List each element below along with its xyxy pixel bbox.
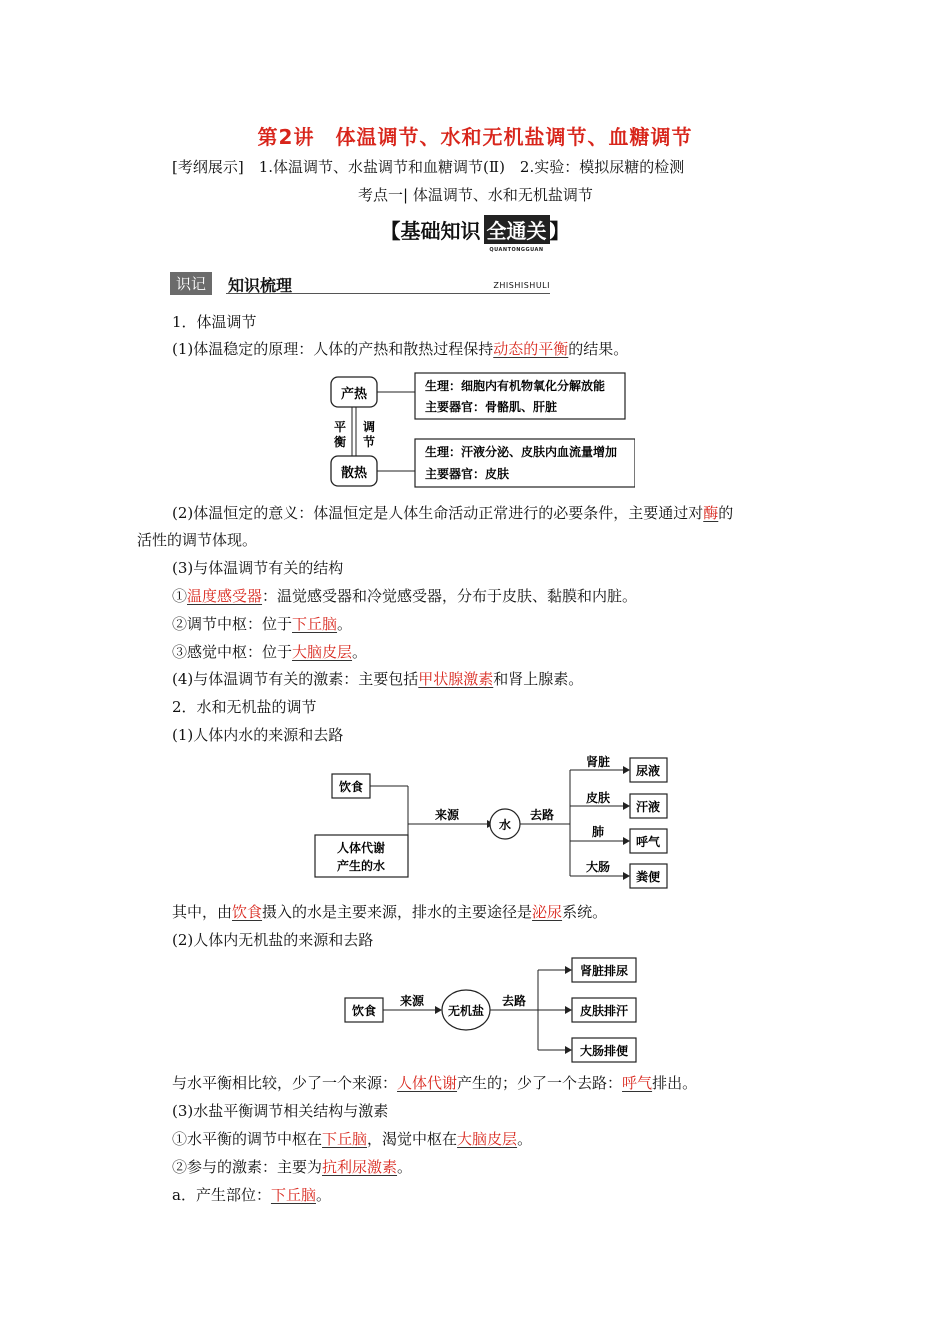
output-label: 呼气 — [635, 835, 661, 849]
text: (2)体温恒定的意义：体温恒定是人体生命活动正常进行的必要条件，主要通过对 — [172, 504, 704, 522]
para-1-3: (3)与体温调节有关的结构 — [172, 559, 344, 577]
label-balance-2: 衡 — [333, 435, 347, 449]
syllabus-line: [考纲展示] 1.体温调节、水盐调节和血糖调节(Ⅱ) 2.实验：模拟尿糖的检测 — [172, 158, 685, 176]
organ-label: 大肠 — [585, 860, 611, 874]
answer-blank: 呼气 — [622, 1074, 653, 1092]
heading-1: 1．体温调节 — [172, 313, 257, 331]
text: ①水平衡的调节中枢在 — [172, 1130, 323, 1148]
label-route: 去路 — [529, 808, 555, 822]
produce-line-2: 主要器官：骨骼肌、肝脏 — [425, 400, 558, 414]
banner-jichu — [0, 215, 950, 253]
para-1-2-cont: 活性的调节体现。 — [137, 531, 258, 549]
label-route: 去路 — [501, 994, 527, 1008]
para-1-3b — [172, 614, 352, 634]
section-label: 识记 — [170, 272, 212, 295]
answer-blank: 饮食 — [232, 903, 263, 921]
text: 的结果。 — [568, 340, 629, 358]
diagram-salt — [340, 956, 640, 1066]
label-regulate-1: 调 — [362, 420, 376, 434]
text: ②参与的激素：主要为 — [172, 1158, 323, 1176]
answer-blank: 下丘脑 — [292, 615, 338, 633]
heading-2: 2．水和无机盐的调节 — [172, 698, 317, 716]
section-name: 知识梳理 — [228, 276, 293, 295]
text: (4)与体温调节有关的激素：主要包括 — [172, 670, 419, 688]
label-heat-produce: 产热 — [340, 387, 368, 402]
label-regulate-2: 节 — [362, 435, 376, 449]
organ-label: 皮肤 — [585, 791, 611, 805]
answer-blank: 动态的平衡 — [493, 340, 569, 358]
text: a．产生部位： — [172, 1186, 271, 1204]
text: 其中，由 — [172, 903, 233, 921]
output-label: 大肠排便 — [579, 1044, 629, 1058]
text: 。 — [315, 1186, 331, 1204]
text: ③感觉中枢：位于 — [172, 643, 293, 661]
banner-tag-pinyin: QUANTONGGUAN — [484, 247, 550, 253]
lose-line-2: 主要器官：皮肤 — [425, 467, 510, 481]
section-pinyin: ZHISHISHULI — [493, 281, 550, 290]
label-salt: 无机盐 — [447, 1004, 485, 1018]
para-2-3b — [172, 1157, 412, 1177]
salt-output-3 — [538, 1038, 636, 1062]
text: 产生的；少了一个去路： — [457, 1074, 623, 1092]
answer-blank: 人体代谢 — [397, 1074, 458, 1092]
label-food: 饮食 — [351, 1004, 377, 1018]
text: 。 — [337, 615, 353, 633]
answer-blank: 抗利尿激素 — [322, 1158, 398, 1176]
text: ：温觉感受器和冷觉感受器，分布于皮肤、黏膜和内脏。 — [262, 587, 638, 605]
page-title: 第2讲 体温调节、水和无机盐调节、血糖调节 — [257, 125, 693, 149]
text: ① — [172, 587, 188, 605]
output-label: 皮肤排汗 — [579, 1004, 629, 1018]
text: 的 — [718, 504, 734, 522]
text: ②调节中枢：位于 — [172, 615, 293, 633]
salt-output-2 — [538, 998, 636, 1022]
output-label: 粪便 — [635, 870, 661, 884]
answer-blank: 温度感受器 — [187, 587, 263, 605]
answer-blank: 下丘脑 — [322, 1130, 368, 1148]
answer-blank: 酶 — [703, 504, 719, 522]
organ-label: 肾脏 — [585, 755, 611, 769]
para-2-3: (3)水盐平衡调节相关结构与激素 — [172, 1102, 389, 1120]
label-source: 来源 — [399, 994, 425, 1008]
kaodian-heading: 考点一| 体温调节、水和无机盐调节 — [358, 186, 593, 204]
banner-tag — [484, 215, 550, 253]
para-2-2: (2)人体内无机盐的来源和去路 — [172, 931, 374, 949]
para-2-1: (1)人体内水的来源和去路 — [172, 726, 344, 744]
output-label: 尿液 — [635, 764, 661, 778]
text: 和肾上腺素。 — [493, 670, 584, 688]
label-source: 来源 — [434, 808, 460, 822]
label-metabolism-2: 产生的水 — [336, 859, 386, 873]
water-output-3 — [570, 824, 667, 853]
text: 。 — [352, 643, 368, 661]
salt-output-1 — [538, 958, 636, 982]
text: 。 — [517, 1130, 533, 1148]
para-1-3c — [172, 642, 367, 662]
text: 摄入的水是主要来源，排水的主要途径是 — [262, 903, 533, 921]
para-2-1-note — [172, 902, 607, 922]
label-water: 水 — [498, 818, 512, 832]
banner-tag-text: 全通关 — [486, 219, 547, 243]
label-heat-lose: 散热 — [340, 466, 368, 481]
water-output-4 — [570, 859, 667, 888]
para-2-3b-a — [172, 1185, 331, 1205]
diagram-thermoregulation — [325, 372, 635, 500]
section-divider — [226, 293, 550, 294]
para-2-2-note — [172, 1073, 697, 1093]
label-balance-1: 平 — [333, 420, 347, 434]
answer-blank: 泌尿 — [532, 903, 563, 921]
para-1-1 — [172, 339, 628, 359]
label-metabolism-1: 人体代谢 — [336, 841, 386, 855]
text: 。 — [397, 1158, 413, 1176]
lose-line-1: 生理：汗液分泌、皮肤内血流量增加 — [425, 445, 618, 459]
para-1-2 — [172, 503, 733, 523]
output-label: 汗液 — [635, 800, 661, 814]
water-output-2 — [570, 790, 667, 818]
text: 与水平衡相比较，少了一个来源： — [172, 1074, 398, 1092]
arrowhead — [435, 1006, 442, 1014]
text: 系统。 — [562, 903, 608, 921]
organ-label: 肺 — [591, 825, 605, 839]
answer-blank: 甲状腺激素 — [418, 670, 494, 688]
produce-line-1: 生理：细胞内有机物氧化分解放能 — [425, 379, 606, 393]
banner-text: 【基础知识 — [380, 219, 481, 243]
para-2-3a — [172, 1129, 532, 1149]
text: 排出。 — [652, 1074, 698, 1092]
text: ，渴觉中枢在 — [367, 1130, 458, 1148]
output-label: 肾脏排尿 — [579, 964, 629, 978]
diagram-water — [310, 752, 680, 892]
banner-close: 】 — [549, 219, 570, 243]
para-1-4 — [172, 669, 583, 689]
section-header — [170, 272, 550, 294]
answer-blank: 大脑皮层 — [292, 643, 353, 661]
text: (1)体温稳定的原理：人体的产热和散热过程保持 — [172, 340, 494, 358]
answer-blank: 下丘脑 — [270, 1186, 316, 1204]
para-1-3a — [172, 586, 637, 606]
answer-blank: 大脑皮层 — [457, 1130, 518, 1148]
label-food: 饮食 — [338, 780, 364, 794]
water-output-1 — [570, 754, 667, 782]
